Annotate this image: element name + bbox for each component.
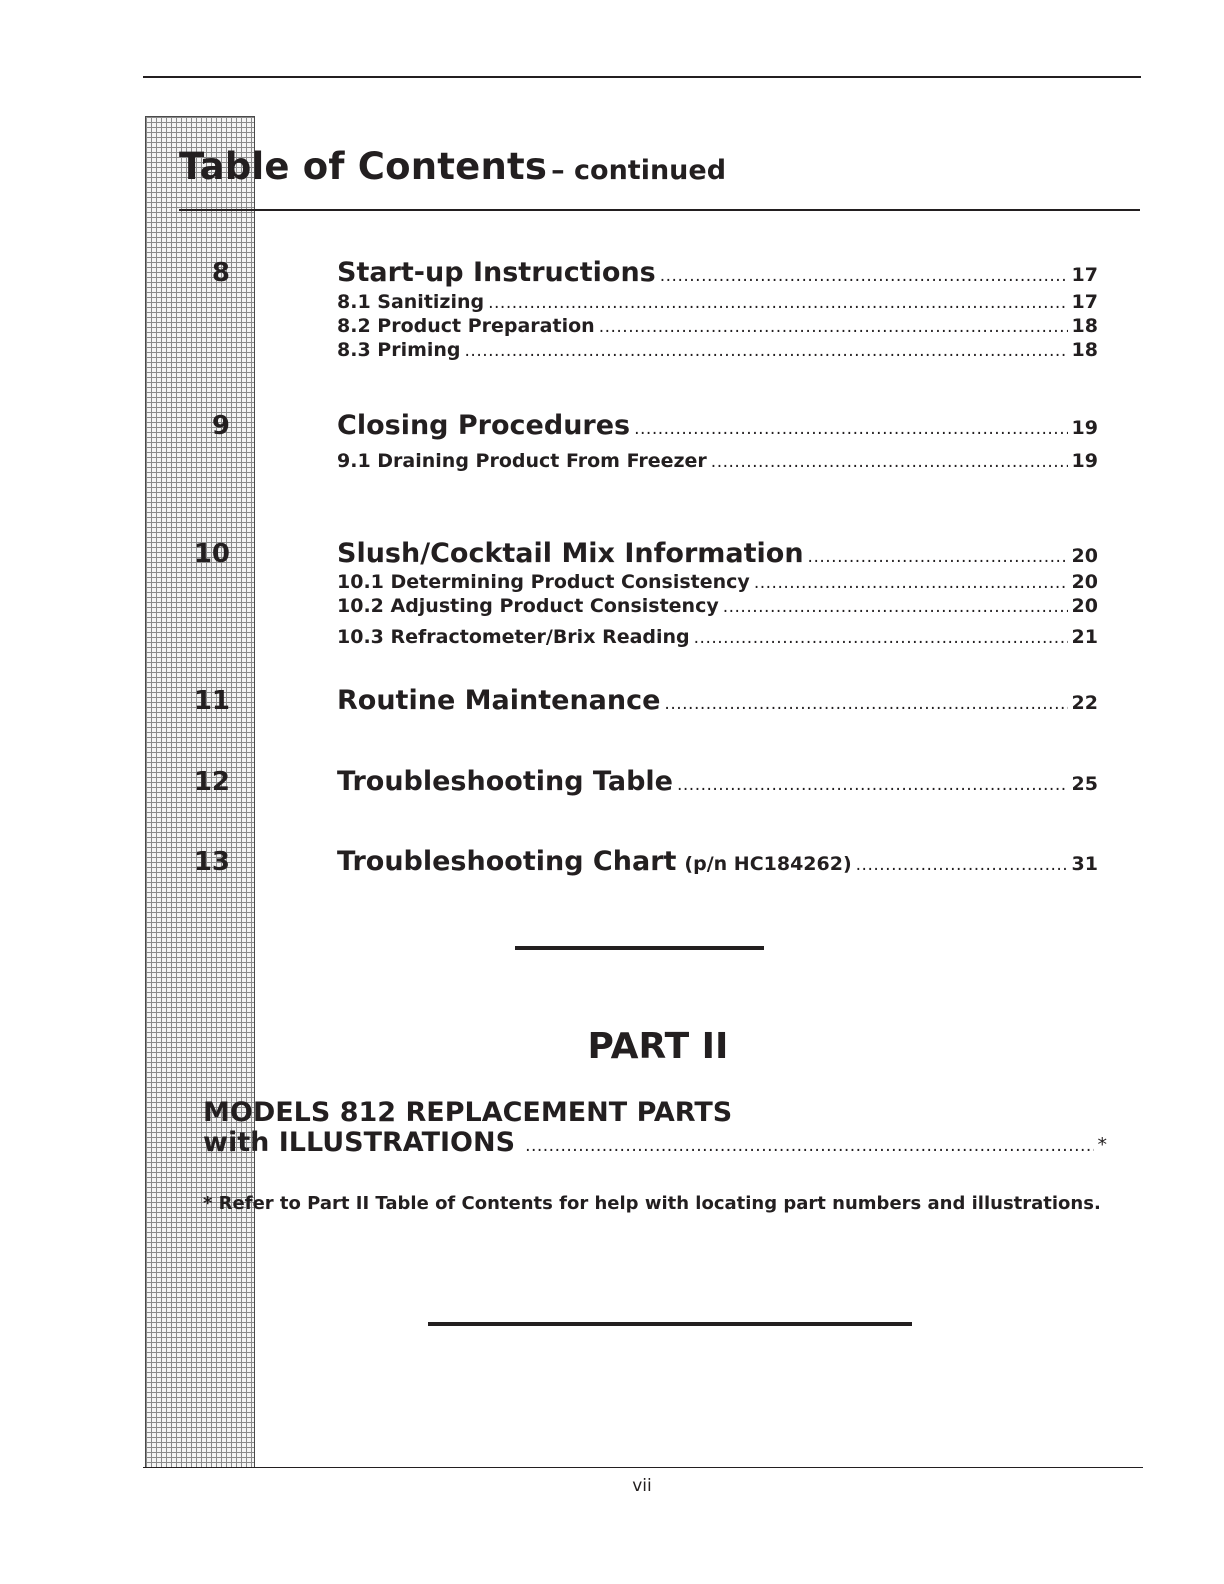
page-ref: 19 <box>1071 417 1098 439</box>
dot-leader <box>677 777 1068 794</box>
dot-leader <box>711 454 1068 471</box>
title-rule <box>179 209 1140 211</box>
page-ref: 18 <box>1071 315 1098 337</box>
page-ref: 25 <box>1071 773 1098 795</box>
top-rule <box>143 76 1141 78</box>
toc-section[interactable] <box>337 341 1098 360</box>
page-ref: 20 <box>1071 545 1098 567</box>
page-ref: 22 <box>1071 692 1098 714</box>
page-ref: 17 <box>1071 264 1098 286</box>
chapter-title: Troubleshooting Chart <box>337 846 677 877</box>
dot-leader <box>660 268 1068 285</box>
chapter-title: Routine Maintenance <box>337 685 661 716</box>
toc-chapter-closing-procedures[interactable] <box>337 412 1098 439</box>
toc-chapter-troubleshooting-table[interactable] <box>337 768 1098 795</box>
section-divider <box>515 946 764 950</box>
page-ref: 31 <box>1071 853 1098 875</box>
chapter-title: Slush/Cocktail Mix Information <box>337 538 804 569</box>
dot-leader <box>465 343 1068 360</box>
dot-leader <box>634 421 1067 438</box>
page-ref: 20 <box>1071 595 1098 617</box>
models-heading-line1: MODELS 812 REPLACEMENT PARTS <box>203 1097 733 1128</box>
chapter-number: 8 <box>211 258 230 288</box>
chapter-number: 10 <box>193 539 230 569</box>
title-subtitle: – continued <box>551 155 727 186</box>
footnote: * Refer to Part II Table of Contents for help with locating part numbers and illustrations. <box>203 1193 1101 1214</box>
chapter-title: Troubleshooting Table <box>337 766 673 797</box>
bottom-rule <box>143 1467 1143 1468</box>
dot-leader <box>754 575 1068 592</box>
toc-section[interactable] <box>337 628 1098 647</box>
page-ref: 20 <box>1071 571 1098 593</box>
dot-leader <box>856 857 1068 874</box>
toc-section[interactable] <box>337 452 1098 471</box>
toc-chapter-slush-cocktail-mix-information[interactable] <box>337 540 1098 567</box>
dot-leader <box>808 549 1068 566</box>
page-title <box>179 145 727 188</box>
toc-section[interactable] <box>337 573 1098 592</box>
dot-leader <box>694 630 1068 647</box>
section-title: 8.2 Product Preparation <box>337 315 595 337</box>
chapter-title: Start-up Instructions <box>337 257 656 288</box>
dot-leader <box>664 696 1067 713</box>
chapter-title: Closing Procedures <box>337 410 631 441</box>
section-title: 8.3 Priming <box>337 339 461 361</box>
page-ref: 21 <box>1071 626 1098 648</box>
title-main: Table of Contents <box>179 145 548 188</box>
dot-leader <box>599 319 1068 336</box>
toc-chapter-start-up-instructions[interactable] <box>337 259 1098 286</box>
chapter-number: 13 <box>193 847 230 877</box>
chapter-number: 11 <box>193 686 230 716</box>
part-number-note: (p/n HC184262) <box>684 853 852 875</box>
page-number: vii <box>632 1476 652 1496</box>
page-ref: 18 <box>1071 339 1098 361</box>
toc-section[interactable] <box>337 317 1098 336</box>
toc-chapter-routine-maintenance[interactable] <box>337 687 1098 714</box>
dot-leader <box>488 295 1067 312</box>
part-ii-heading: PART II <box>587 1026 729 1067</box>
section-title: 9.1 Draining Product From Freezer <box>337 450 707 472</box>
dot-leader <box>723 599 1068 616</box>
page-ref: 17 <box>1071 291 1098 313</box>
dot-leader <box>525 1138 1093 1155</box>
section-title: 10.2 Adjusting Product Consistency <box>337 595 719 617</box>
toc-entry-replacement-parts[interactable] <box>203 1129 1107 1156</box>
toc-section[interactable] <box>337 293 1098 312</box>
toc-section[interactable] <box>337 597 1098 616</box>
chapter-number: 9 <box>211 411 230 441</box>
page-ref: 19 <box>1071 450 1098 472</box>
section-divider <box>428 1322 912 1326</box>
toc-chapter-troubleshooting-chart[interactable] <box>337 848 1098 875</box>
footnote-marker: * <box>1097 1134 1107 1156</box>
section-title: 10.1 Determining Product Consistency <box>337 571 750 593</box>
models-heading-line2: with ILLUSTRATIONS <box>203 1127 516 1158</box>
section-title: 8.1 Sanitizing <box>337 291 485 313</box>
chapter-number: 12 <box>193 767 230 797</box>
section-title: 10.3 Refractometer/Brix Reading <box>337 626 690 648</box>
